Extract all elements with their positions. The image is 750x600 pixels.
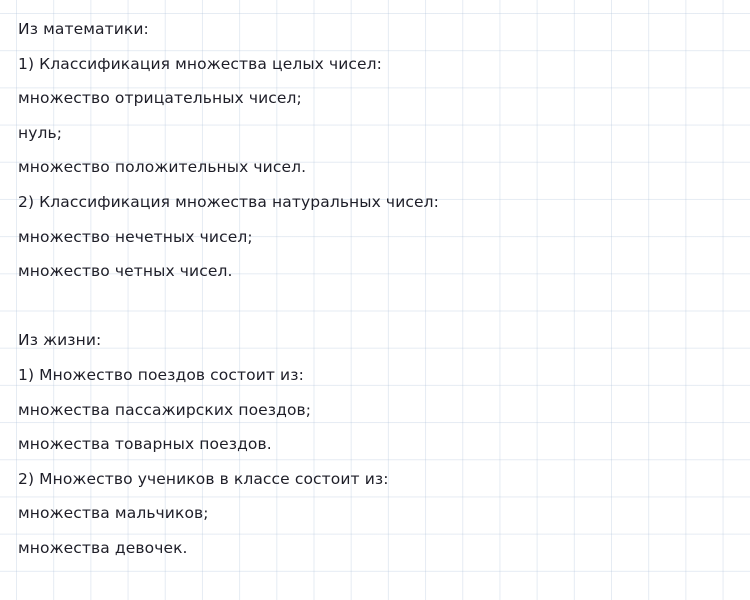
text-line: 2) Множество учеников в классе состоит из:	[18, 469, 389, 488]
text-line: множества товарных поездов.	[18, 435, 272, 454]
text-line: множества пассажирских поездов;	[18, 400, 312, 419]
text-line: 2) Классификация множества натуральных чисел:	[18, 192, 439, 211]
text-line: множество отрицательных чисел;	[18, 89, 302, 108]
document-text-block	[18, 12, 740, 566]
text-line-blank	[18, 289, 740, 324]
text-line: множества мальчиков;	[18, 504, 209, 523]
text-line: 1) Классификация множества целых чисел:	[18, 54, 382, 73]
text-line: нуль;	[18, 123, 63, 142]
text-line: 1) Множество поездов состоит из:	[18, 365, 304, 384]
text-line: Из математики:	[18, 20, 149, 38]
text-line: множество положительных чисел.	[18, 158, 307, 177]
text-line: множество четных чисел.	[18, 262, 233, 281]
text-line: Из жизни:	[18, 331, 102, 350]
text-line: множества девочек.	[18, 538, 188, 557]
text-line: множество нечетных чисел;	[18, 227, 253, 246]
